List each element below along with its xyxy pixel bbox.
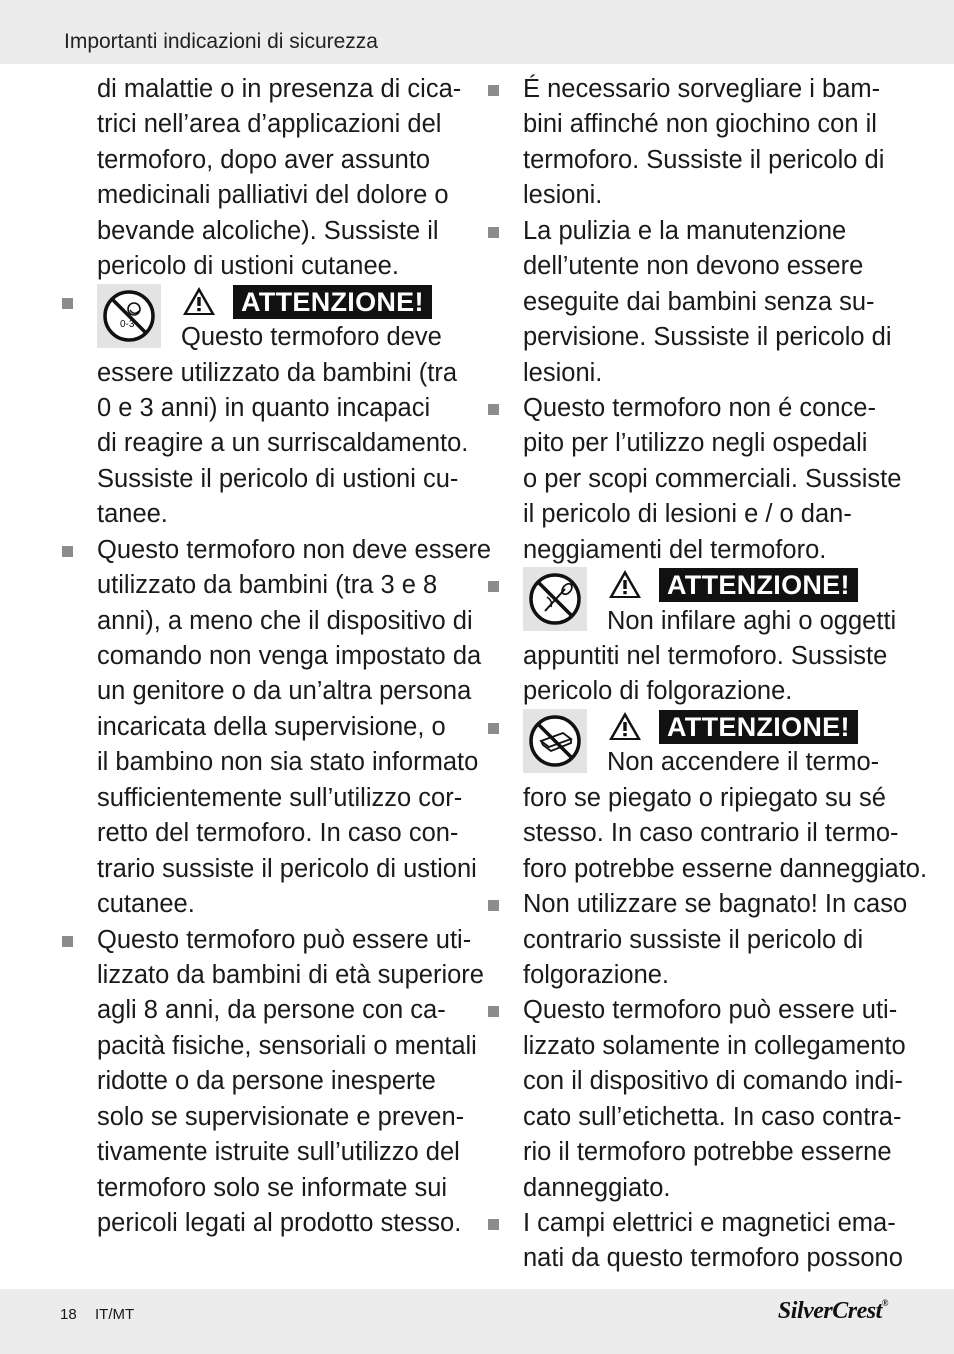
left-column: [97, 72, 492, 1241]
text-line: lizzato da bambini di età superiore: [97, 960, 484, 989]
text-line: anni), a meno che il dispositivo di: [97, 606, 473, 635]
square-bullet-icon: [488, 1006, 499, 1017]
text-line: trici nell’area d’applicazioni del: [97, 110, 442, 139]
text-line: lizzato solamente in collegamento: [523, 1031, 906, 1060]
age-range-label: 0-3: [120, 318, 135, 330]
text-line: utilizzato da bambini (tra 3 e 8: [97, 571, 438, 600]
square-bullet-icon: [488, 1219, 499, 1230]
page-header-title: Importanti indicazioni di sicurezza: [64, 30, 378, 53]
warning-first-line: Questo termoforo deve: [181, 323, 442, 352]
warning-triangle-icon: [607, 568, 643, 600]
warning-triangle-icon: [607, 710, 643, 742]
text-line: medicinali palliativi del dolore o: [97, 181, 449, 210]
text-line: ridotte o da persone inesperte: [97, 1067, 436, 1096]
text-line: bevande alcoliche). Sussiste il: [97, 216, 439, 245]
list-item: [523, 72, 903, 214]
text-line: un genitore o da un’altra persona: [97, 677, 472, 706]
square-bullet-icon: [62, 546, 73, 557]
text-line: incaricata della supervisione, o: [97, 712, 446, 741]
text-line: Questo termoforo non é conce-: [523, 391, 903, 426]
text-line: agli 8 anni, da persone con ca-: [97, 996, 446, 1025]
square-bullet-icon: [488, 85, 499, 96]
text-line: lesioni.: [523, 181, 603, 210]
list-item: [97, 923, 484, 1242]
text-line: danneggiato.: [523, 1173, 671, 1202]
text-line: di reagire a un surriscaldamento.: [97, 429, 469, 458]
text-line: lesioni.: [523, 358, 603, 387]
list-item: [523, 214, 903, 391]
text-line: appuntiti nel termoforo. Sussiste: [523, 642, 888, 670]
square-bullet-icon: [62, 936, 73, 947]
warning-first-line: Non accendere il termo-: [607, 748, 880, 777]
square-bullet-icon: [62, 298, 73, 309]
list-item: [523, 1206, 903, 1277]
square-bullet-icon: [488, 404, 499, 415]
list-item: [523, 887, 908, 993]
text-line: con il dispositivo di comando indi-: [523, 1067, 903, 1096]
brand-name: SilverCrest: [777, 1298, 882, 1324]
text-line: neggiamenti del termoforo.: [523, 535, 827, 564]
text-line: eseguite dai bambini senza su-: [523, 287, 875, 316]
warning-label: ATTENZIONE!: [659, 710, 858, 744]
text-line: termoforo solo se informate sui: [97, 1173, 448, 1202]
list-item: [523, 993, 906, 1206]
text-line: comando non venga impostato da: [97, 642, 482, 670]
text-line: termoforo, dopo aver assunto: [97, 145, 431, 174]
warning-item-children-0-3: [97, 285, 477, 533]
text-line: essere utilizzato da bambini (tra: [97, 358, 458, 387]
text-line: pito per l’utilizzo negli ospedali: [523, 429, 868, 458]
text-line: pericoli legati al prodotto stesso.: [97, 1209, 462, 1237]
text-line: retto del termoforo. In caso con-: [97, 819, 459, 848]
list-item: [523, 391, 903, 568]
text-line: foro potrebbe esserne danneggiato.: [523, 854, 928, 883]
language-code: IT/MT: [95, 1306, 135, 1323]
text-line: I campi elettrici e magnetici ema-: [523, 1206, 903, 1241]
text-line: La pulizia e la manutenzione: [523, 214, 903, 249]
text-line: il bambino non sia stato informato: [97, 748, 479, 777]
warning-text: [523, 781, 928, 887]
text-line: pericolo di ustioni cutanee.: [97, 252, 399, 281]
square-bullet-icon: [488, 227, 499, 238]
warning-text: [97, 356, 477, 533]
text-line: tanee.: [97, 500, 168, 529]
warning-triangle-icon: [181, 285, 217, 317]
continuation-paragraph: [97, 72, 477, 285]
text-line: nati da questo termoforo possono: [523, 1244, 903, 1273]
text-line: Questo termoforo può essere uti-: [97, 923, 477, 958]
text-line: Sussiste il pericolo di ustioni cu-: [97, 464, 459, 493]
text-line: termoforo. Sussiste il pericolo di: [523, 145, 885, 174]
list-item: [97, 533, 492, 923]
text-line: cato sull’etichetta. In caso contra-: [523, 1102, 902, 1131]
brand-logo: [778, 1298, 888, 1325]
text-line: pervisione. Sussiste il pericolo di: [523, 323, 892, 352]
warning-first-line: Non infilare aghi o oggetti: [607, 606, 897, 635]
text-line: 0 e 3 anni) in quanto incapaci: [97, 393, 431, 422]
text-line: Non utilizzare se bagnato! In caso: [523, 887, 903, 922]
text-line: pericolo di folgorazione.: [523, 677, 793, 706]
text-line: rio il termoforo potrebbe esserne: [523, 1138, 892, 1167]
square-bullet-icon: [488, 581, 499, 592]
warning-label: ATTENZIONE!: [659, 568, 858, 602]
text-line: cutanee.: [97, 890, 195, 919]
text-line: sufficientemente sull’utilizzo cor-: [97, 783, 463, 812]
warning-label: ATTENZIONE!: [233, 285, 432, 319]
warning-text: [523, 639, 903, 710]
warning-item-folding: [523, 710, 928, 887]
text-line: o per scopi commerciali. Sussiste: [523, 464, 902, 493]
text-line: É necessario sorvegliare i bam-: [523, 72, 903, 107]
text-line: contrario sussiste il pericolo di: [523, 925, 864, 954]
right-column: [523, 72, 928, 1277]
text-line: dell’utente non devono essere: [523, 252, 864, 281]
warning-item-needles: [523, 568, 903, 710]
text-line: folgorazione.: [523, 960, 670, 989]
text-line: Questo termoforo non deve essere: [97, 533, 477, 568]
text-line: solo se supervisionate e preven-: [97, 1102, 465, 1131]
text-line: stesso. In caso contrario il termo-: [523, 819, 899, 848]
registered-mark: ®: [881, 1298, 888, 1308]
text-line: Questo termoforo può essere uti-: [523, 993, 903, 1028]
text-line: tivamente istruite sull’utilizzo del: [97, 1138, 460, 1167]
square-bullet-icon: [488, 723, 499, 734]
text-line: bini affinché non giochino con il: [523, 110, 877, 139]
text-line: di malattie o in presenza di cica-: [97, 75, 462, 103]
square-bullet-icon: [488, 900, 499, 911]
text-line: pacità fisiche, sensoriali o mentali: [97, 1031, 477, 1060]
page-number: 18: [60, 1306, 77, 1323]
text-line: trario sussiste il pericolo di ustioni: [97, 854, 477, 883]
text-line: il pericolo di lesioni e / o dan-: [523, 500, 852, 529]
text-line: foro se piegato o ripiegato su sé: [523, 783, 886, 812]
